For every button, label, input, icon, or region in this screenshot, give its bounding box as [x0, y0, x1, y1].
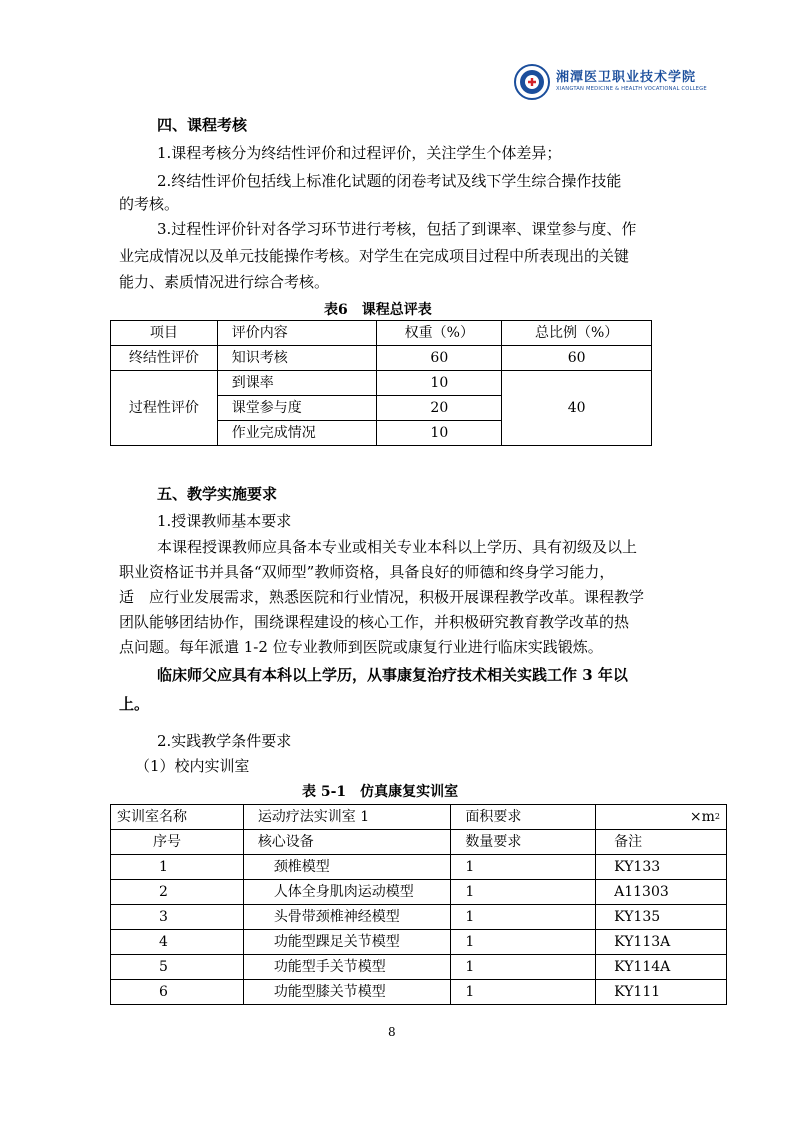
- table-cell: 6: [111, 980, 244, 1005]
- college-logo: [514, 64, 707, 100]
- header-cell: 总比例（%）: [502, 321, 652, 346]
- table-row: [111, 955, 727, 980]
- table-cell: 过程性评价: [111, 371, 218, 446]
- table-cell: 1: [111, 855, 244, 880]
- paragraph: 1.课程考核分为终结性评价和过程评价，关注学生个体差异；: [157, 144, 562, 162]
- page-number: 8: [388, 1025, 396, 1039]
- table-cell: 20: [377, 396, 502, 421]
- table-row: [111, 930, 727, 955]
- table-cell: 1: [451, 980, 596, 1005]
- section-4-title: 四、课程考核: [157, 116, 248, 134]
- table-cell: A11303: [596, 880, 727, 905]
- table-row: [111, 346, 652, 371]
- table-cell: 60: [377, 346, 502, 371]
- table-row: [111, 880, 727, 905]
- header-cell: 序号: [111, 830, 244, 855]
- table-cell: 4: [111, 930, 244, 955]
- training-room-table: [110, 804, 727, 1005]
- college-seal-icon: [514, 64, 550, 100]
- header-cell: 项目: [111, 321, 218, 346]
- table-cell: 3: [111, 905, 244, 930]
- paragraph: 能力、素质情况进行综合考核。: [119, 273, 330, 291]
- paragraph: 业完成情况以及单元技能操作考核。对学生在完成项目过程中所表现出的关键: [119, 247, 630, 265]
- table-row: [111, 855, 727, 880]
- header-cell: 核心设备: [243, 830, 451, 855]
- table-cell: 终结性评价: [111, 346, 218, 371]
- table-row: [111, 905, 727, 930]
- paragraph: 适 应行业发展需求，熟悉医院和行业情况，积极开展课程教学改革。课程教学: [119, 588, 645, 606]
- table-cell: 10: [377, 371, 502, 396]
- header-cell: 评价内容: [217, 321, 377, 346]
- subheading: 1.授课教师基本要求: [157, 512, 292, 530]
- header-cell: 备注: [596, 830, 727, 855]
- table-cell: 1: [451, 905, 596, 930]
- college-english-name: XIANGTAN MEDICINE & HEALTH VOCATIONAL COLLEGE: [556, 86, 707, 92]
- area-unit: ×m: [689, 809, 715, 825]
- table-cell: 到课率: [217, 371, 377, 396]
- table-cell: 1: [451, 930, 596, 955]
- bold-paragraph: 临床师父应具有本科以上学历，从事康复治疗技术相关实践工作 3 年以: [157, 666, 628, 684]
- table-cell: 1: [451, 855, 596, 880]
- table-cell: 功能型手关节模型: [243, 955, 451, 980]
- table-cell: 颈椎模型: [243, 855, 451, 880]
- table-cell: KY114A: [596, 955, 727, 980]
- area-cell: [596, 805, 727, 830]
- table-cell: 课堂参与度: [217, 396, 377, 421]
- section-5-title: 五、教学实施要求: [157, 485, 278, 503]
- header-cell: 权重（%）: [377, 321, 502, 346]
- table-cell: 实训室名称: [111, 805, 244, 830]
- paragraph: 3.过程性评价针对各学习环节进行考核，包括了到课率、课堂参与度、作: [157, 220, 637, 238]
- table-row: [111, 980, 727, 1005]
- header-cell: 数量要求: [451, 830, 596, 855]
- college-name: 湘潭医卫职业技术学院: [556, 70, 697, 85]
- table-5-1-caption: 表 5-1 仿真康复实训室: [302, 784, 459, 800]
- table-cell: 2: [111, 880, 244, 905]
- table-cell: 1: [451, 880, 596, 905]
- table-cell: 头骨带颈椎神经模型: [243, 905, 451, 930]
- table-cell: 1: [451, 955, 596, 980]
- table-cell: KY113A: [596, 930, 727, 955]
- table-cell: 5: [111, 955, 244, 980]
- table-cell: 40: [502, 371, 652, 446]
- table-header-row: [111, 830, 727, 855]
- table-row: [111, 371, 652, 396]
- paragraph: 职业资格证书并具备“双师型”教师资格，具备良好的师德和终身学习能力，: [119, 563, 615, 581]
- bold-paragraph: 上。: [119, 695, 150, 713]
- table-cell: 运动疗法实训室 1: [243, 805, 451, 830]
- table-cell: 10: [377, 421, 502, 446]
- table-cell: 功能型膝关节模型: [243, 980, 451, 1005]
- table-6-caption: 表6 课程总评表: [324, 302, 432, 318]
- table-cell: 面积要求: [451, 805, 596, 830]
- table-row: [111, 805, 727, 830]
- table-cell: 知识考核: [217, 346, 377, 371]
- subheading: 2.实践教学条件要求: [157, 732, 292, 750]
- table-cell: KY111: [596, 980, 727, 1005]
- table-cell: KY135: [596, 905, 727, 930]
- table-cell: KY133: [596, 855, 727, 880]
- paragraph: 本课程授课教师应具备本专业或相关专业本科以上学历、具有初级及以上: [157, 538, 638, 556]
- table-header-row: [111, 321, 652, 346]
- table-cell: 作业完成情况: [217, 421, 377, 446]
- paragraph: 的考核。: [119, 195, 180, 213]
- area-unit-superscript: 2: [714, 812, 720, 821]
- course-evaluation-table: [110, 320, 652, 446]
- table-cell: 功能型踝足关节模型: [243, 930, 451, 955]
- table-cell: 人体全身肌肉运动模型: [243, 880, 451, 905]
- paragraph: 点问题。每年派遣 1-2 位专业教师到医院或康复行业进行临床实践锻炼。: [119, 638, 603, 656]
- subheading: （1）校内实训室: [135, 757, 250, 775]
- table-cell: 60: [502, 346, 652, 371]
- paragraph: 团队能够团结协作，围绕课程建设的核心工作，并积极研究教育教学改革的热: [119, 613, 630, 631]
- paragraph: 2.终结性评价包括线上标准化试题的闭卷考试及线下学生综合操作技能: [157, 172, 622, 190]
